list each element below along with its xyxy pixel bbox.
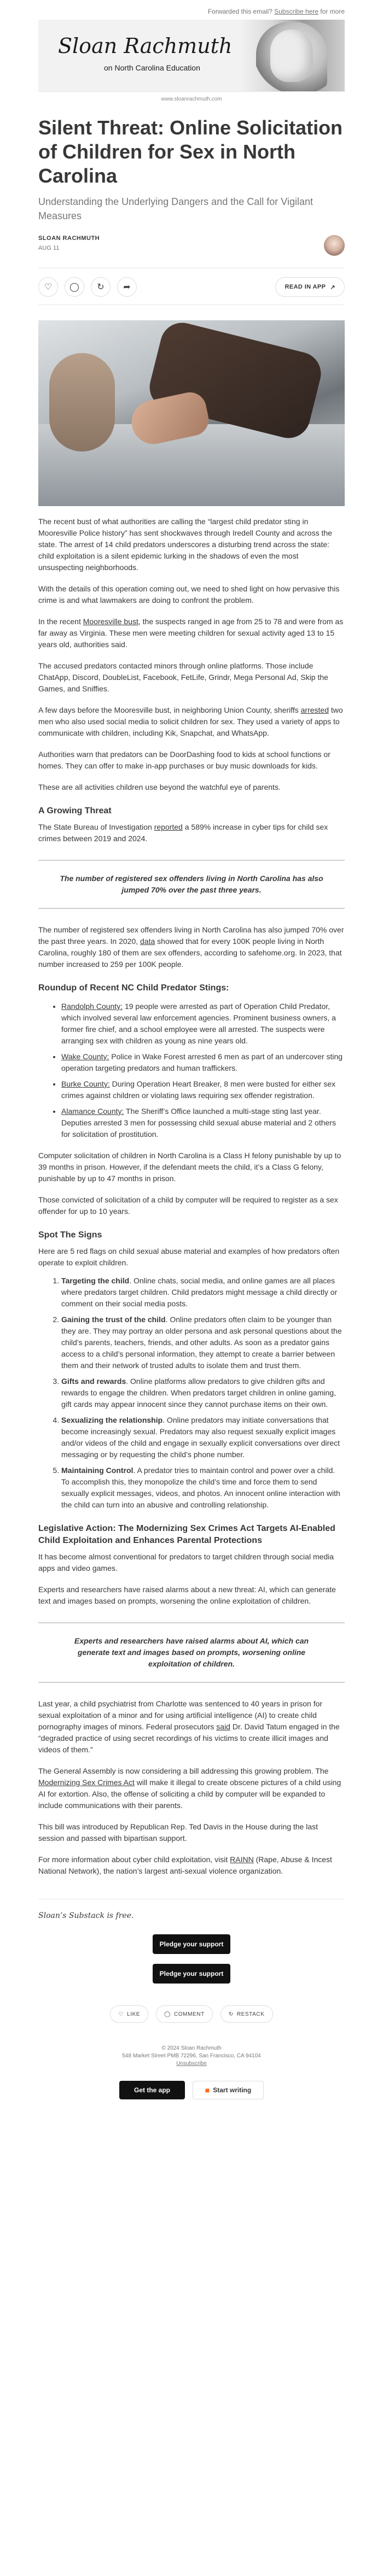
paragraph [38,705,345,739]
author-avatar[interactable] [324,235,345,256]
sign-heading: Targeting the child [61,1276,130,1285]
signs-list [38,1275,345,1511]
publication-banner[interactable] [38,20,345,92]
post-subtitle: Understanding the Underlying Dangers and the Call for Vigilant Measures [38,196,313,221]
like-button[interactable] [38,277,58,297]
paragraph: This bill was introduced by Republican Rep. Ted Davis in the House during the last session and passed with bipartisan support. [38,1822,318,1842]
subscribe-link[interactable]: Subscribe here [274,8,318,15]
reported-link[interactable]: reported [154,823,183,831]
post-title[interactable]: Silent Threat: Online Solicitation of Children for Sex in North Carolina [38,116,343,187]
share-button[interactable] [117,277,137,297]
app-promo-row [38,2081,345,2099]
substack-logo-icon: ■ [205,2086,210,2094]
paragraph [38,616,345,650]
heart-icon: ♡ [118,2011,124,2017]
section-heading: A Growing Threat [38,806,112,815]
content-column [38,0,345,2099]
rainn-link[interactable]: RAINN [230,1855,254,1864]
paragraph [38,924,345,970]
list-item [61,1415,345,1460]
footer-comment-button[interactable] [156,2005,213,2023]
text: will make it illegal to create obscene pictures of a child using AI for extortion. Also, the offense of soliciting a child by computer will be expanded to include communications with their parents. [38,1778,341,1810]
list-item [61,1314,345,1371]
arrested-link[interactable]: arrested [300,706,329,714]
comment-label: COMMENT [173,2011,205,2017]
list-item [61,1275,345,1310]
county-link[interactable]: Randolph County: [61,1002,123,1011]
footer-restack-button[interactable] [220,2005,273,2023]
paragraph: It has become almost conventional for predators to target children through social media apps and video games. [38,1552,334,1572]
read-in-app-button[interactable] [275,277,345,297]
comment-button[interactable] [65,277,84,297]
section-heading: Legislative Action: The Modernizing Sex Crimes Act Targets AI-Enabled Child Exploitation and Enhances Parental Protections [38,1524,335,1545]
paragraph: Computer solicitation of children in North Carolina is a Class H felony punishable by up to 39 months in prison. However, if the defendant meets the child, it’s a Class G felony, punishable by up to 47 months in prison. [38,1151,341,1183]
list-item [61,1465,345,1511]
mooresville-bust-link[interactable]: Mooresville bust [83,617,138,626]
post-body [38,516,345,1877]
text: During Operation Heart Breaker, 8 men were busted for either sex crimes against children or violating laws requiring sex offender registration. [61,1079,336,1100]
paragraph: Here are 5 red flags on child sexual abuse material and examples of how predators often operate to exploit children. [38,1247,340,1267]
text: For more information about cyber child exploitation, visit [38,1855,230,1864]
text: . Online chats, social media, and online games are all places where predators target children. Child predators might message a child directly or comment on their social media posts. [61,1276,338,1308]
text: Police in Wake Forest arrested 6 men as part of an undercover sting operation targeting predators and human traffickers. [61,1052,343,1072]
heart-icon: ♡ [44,283,53,292]
paragraph [38,1854,345,1877]
paragraph [38,1765,345,1811]
footer-copyright [38,2045,345,2068]
text: showed that for every 100K people living in North Carolina, roughly 180 of them are sex offenders, according to safehome.org. In 2023, that number increased to 259 per 100K people. [38,937,342,969]
forward-notice [38,0,345,16]
list-item [61,1078,345,1101]
portrait-face [270,30,313,82]
author-name[interactable]: SLOAN RACHMUTH [38,235,100,242]
restack-icon: ↻ [228,2011,234,2017]
sign-heading: Gifts and rewards [61,1377,126,1386]
footer-action-bar [38,2005,345,2023]
paragraph: With the details of this operation coming out, we need to shed light on how pervasive this crime is and what lawmakers are doing to confront the problem. [38,584,340,605]
paragraph [38,1698,345,1756]
text: . Online predators may initiate conversations that become increasingly sexual. Predators may also request sexually explicit images and/or videos of the child and engage in sexually explicit conversations over direct messaging or by requesting the child’s phone number. [61,1416,340,1459]
banner-tagline: on North Carolina Education [104,63,200,72]
sign-heading: Sexualizing the relationship [61,1416,163,1424]
modernizing-sex-crimes-act-link[interactable]: Modernizing Sex Crimes Act [38,1778,135,1787]
comment-icon: ◯ [69,283,79,292]
text: The Sheriff’s Office launched a multi-stage sting last year. Deputies arrested 3 men for possessing child sexual abuse material and 2 others for solicitation of prostitution. [61,1107,336,1139]
byline [38,235,345,257]
footer-like-button[interactable] [110,2005,148,2023]
text: The General Assembly is now considering a bill addressing this growing problem. The [38,1767,329,1775]
restack-label: RESTACK [236,2011,265,2017]
banner-portrait-image [241,20,345,92]
paragraph: The recent bust of what authorities are calling the “largest child predator sting in Mooresville Police history” has sent shockwaves through Iredell County and across the state. The arrest of 14 child predators underscores a disturbing trend across the state: child exploitation is a silent epidemic lurking in the shadows of even the most unsuspecting neighborhoods. [38,517,332,572]
paragraph: Authorities warn that predators can be DoorDashing food to kids at school functions or homes. They can offer to make in-app purchases or buy music downloads for kids. [38,750,330,770]
forward-suffix: for more [320,8,345,15]
post-date: AUG 11 [38,245,60,251]
banner-url[interactable]: www.sloanrachmuth.com [161,96,222,102]
restack-icon: ↻ [97,283,105,292]
section-heading: Roundup of Recent NC Child Predator Stings: [38,983,229,993]
pledge-support-button-secondary[interactable]: Pledge your support [153,1964,230,1984]
text: (Rape, Abuse & Incest National Network), the nation’s largest anti-sexual violence organization. [38,1855,332,1875]
list-item [61,1106,345,1140]
sign-heading: Maintaining Control [61,1466,134,1475]
like-label: LIKE [127,2011,141,2017]
hero-child-shape [49,353,115,451]
stings-list [38,1001,345,1140]
text: 19 people were arrested as part of Operation Child Predator, which involved several law enforcement agencies. Prominent business owners, a former fire chief, and a school employee were all arrested. The suspects were arranging sex with children as young as nine years old. [61,1002,336,1045]
sign-heading: Gaining the trust of the child [61,1315,166,1324]
paragraph: These are all activities children use beyond the watchful eye of parents. [38,783,281,791]
county-link[interactable]: Alamance County: [61,1107,124,1116]
comment-icon: ◯ [164,2011,171,2017]
list-item [61,1051,345,1074]
text: a 589% increase in cyber tips for child sex crimes between 2019 and 2024. [38,823,328,843]
paragraph [38,821,345,844]
external-link-icon: ↗ [330,284,335,291]
text: . Online predators often claim to be younger than they are. They may portray an older persona and ask personal questions about the child’s parents, teachers, friends, and other adults. As soon as a predator gains access to a child’s personal information, they attempt to create a barrier between them and their network of trusted adults to isolate them and trust them. [61,1315,342,1370]
text: . A predator tries to maintain control and power over a child. To accomplish this, they monopolize the child’s time and force them to send sexually explicit messages, videos, and photos. An innocent online interaction with the child can turn into an abusive and controlling relationship. [61,1466,340,1509]
start-writing-button[interactable] [193,2081,264,2099]
section-heading: Spot The Signs [38,1230,102,1240]
text: In the recent [38,617,83,626]
pull-quote: Experts and researchers have raised alarms about AI, which can generate text and images based on prompts, worsening online exploitation of children. [38,1622,345,1683]
free-substack-note: Sloan’s Substack is free. [38,1899,345,1920]
pull-quote: The number of registered sex offenders living in North Carolina has also jumped 70% over the past three years. [38,860,345,909]
county-link[interactable]: Burke County: [61,1079,110,1088]
hero-image[interactable] [38,320,345,506]
read-in-app-label: READ IN APP [285,284,326,290]
text: The State Bureau of Investigation [38,823,154,831]
said-link[interactable]: said [216,1722,230,1731]
county-link[interactable]: Wake County: [61,1052,109,1061]
text: two men who also used social media to solicit children for sex. They used a variety of apps to communicate with children, including Kik, Snapchat, and WhatsApp. [38,706,343,737]
paragraph: Experts and researchers have raised alarms about a new threat: AI, which can generate text and images based on prompts, worsening the online exploitation of children. [38,1585,336,1605]
share-icon: ➦ [123,283,131,292]
list-item [61,1376,345,1410]
text: . Online platforms allow predators to give children gifts and rewards to engage the children. When predators target children in online gaming, gift cards may appear innocent since they cannot purchase items on their own. [61,1377,336,1409]
paragraph: Those convicted of solicitation of a child by computer will be required to register as a sex offender for up to 10 years. [38,1195,338,1216]
text: The number of registered sex offenders living in North Carolina has also jumped 70% over the past three years. In 2020, [38,925,344,946]
text: , the suspects ranged in age from 25 to 78 and were from as far away as Virginia. These men were meeting children for sexual activity aged 13 to 15 years old, authorities said. [38,617,344,649]
start-writing-label: Start writing [213,2086,252,2094]
data-link[interactable]: data [140,937,155,946]
get-app-button[interactable]: Get the app [119,2081,185,2099]
restack-button[interactable] [91,277,111,297]
address-text: 548 Market Street PMB 72296, San Francisco, CA 94104 [122,2053,261,2059]
list-item [61,1001,345,1047]
text: A few days before the Mooresville bust, in neighboring Union County, sheriffs [38,706,301,714]
post-action-bar [38,268,345,305]
text: Dr. David Tatum engaged in the “degraded practice of using secret recordings of his victims to create illicit images and videos of them.” [38,1722,340,1754]
banner-name: Sloan Rachmuth [58,34,233,58]
paragraph: The accused predators contacted minors through online platforms. Those include ChatApp, Discord, DoubleList, Facebook, FetLife, Grindr, Mega Personal Ad, Skip the Games, and Sniffies. [38,661,328,693]
pledge-support-button[interactable]: Pledge your support [153,1934,230,1954]
forward-prefix: Forwarded this email? [207,8,272,15]
copyright-text: © 2024 Sloan Rachmuth [161,2045,222,2051]
unsubscribe-link[interactable]: Unsubscribe [176,2061,207,2067]
text: Last year, a child psychiatrist from Charlotte was sentenced to 40 years in prison for sexual exploitation of a minor and for using artificial intelligence (AI) to create child pornography images of minors. Federal prosecutors [38,1699,323,1731]
